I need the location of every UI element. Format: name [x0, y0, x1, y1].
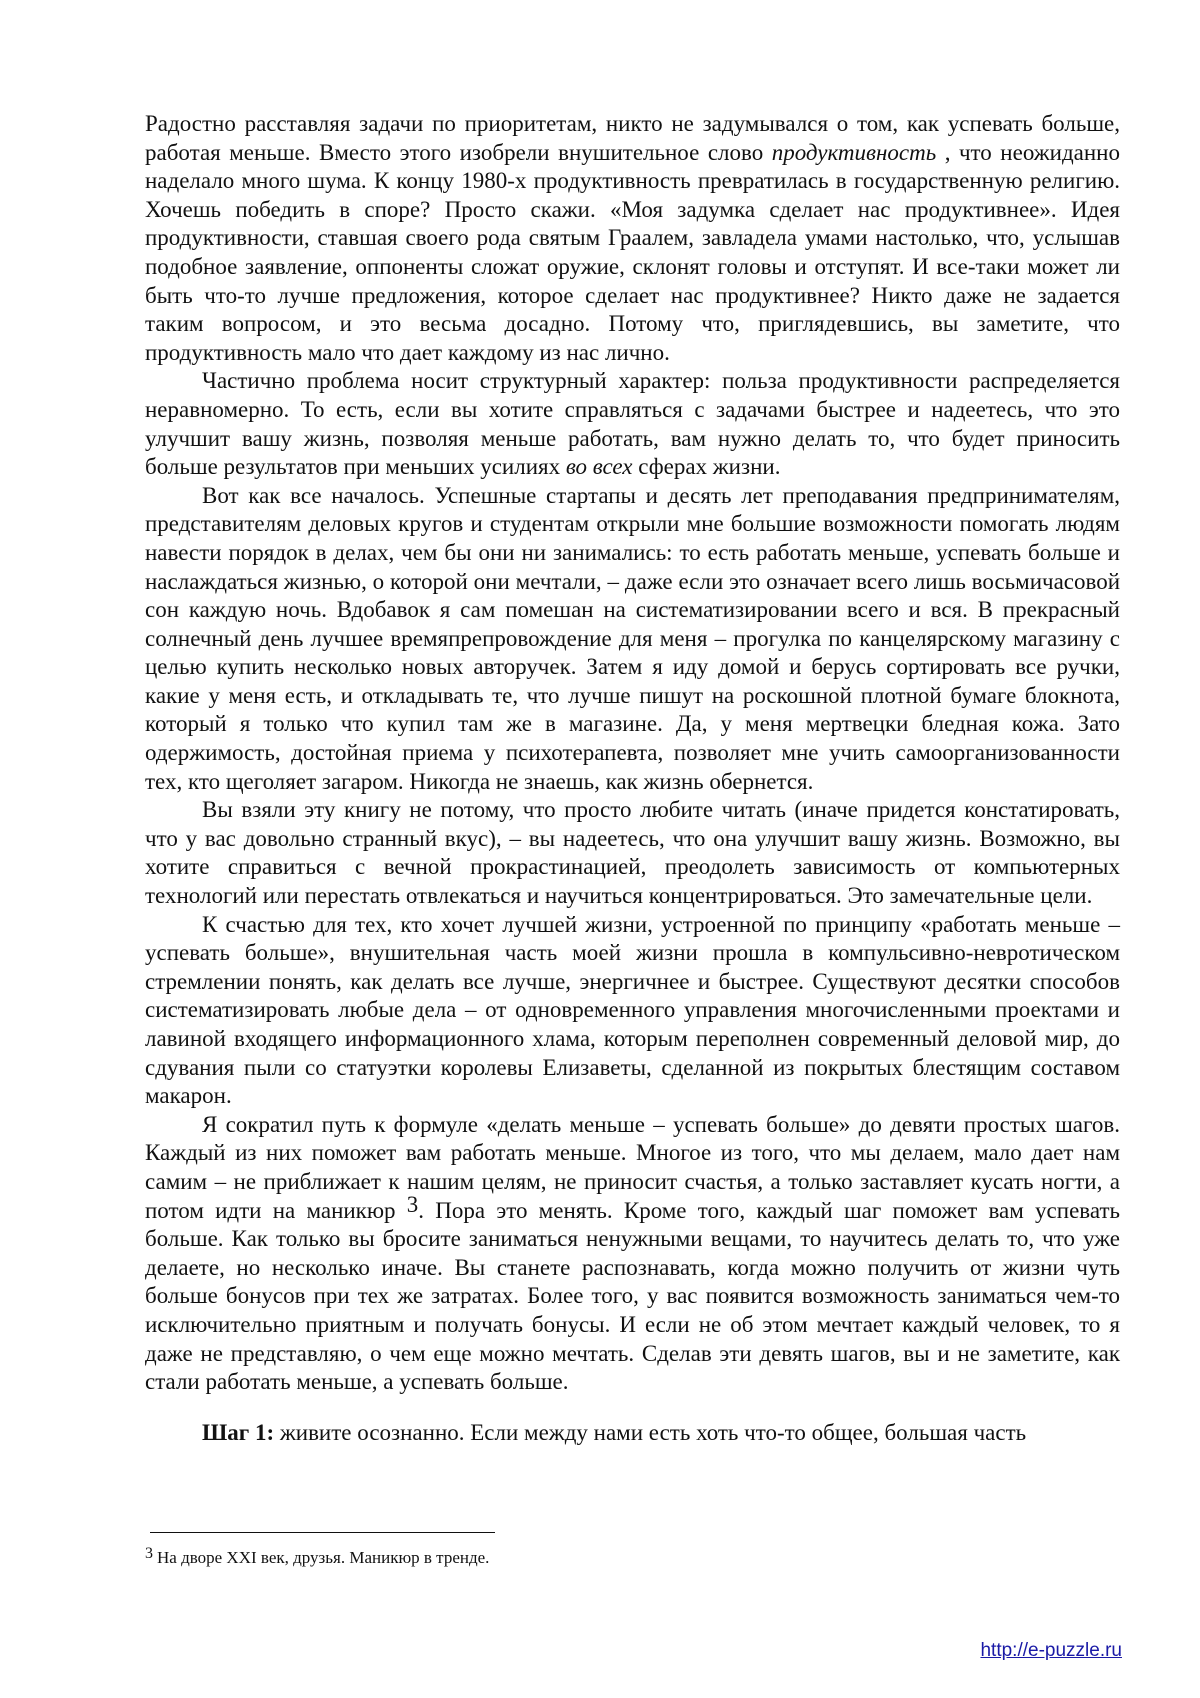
site-link[interactable]: http://e-puzzle.ru	[980, 1640, 1122, 1661]
paragraph-1	[145, 110, 1120, 367]
footnote-number: 3	[145, 1545, 153, 1562]
emphasis-all: во всех	[565, 454, 633, 480]
paragraph-4: Вы взяли эту книгу не потому, что просто любите читать (иначе придется констатировать, что у вас довольно странный вкус), – вы надеетесь, что она улучшит вашу жизнь. Возможно, вы хотите справиться с вечной прокрастинацией, преодолеть зависимость от компьютерных технологий или перестать отвлекаться и научиться концентрироваться. Это замечательные цели.	[145, 797, 1120, 909]
footnote-text: На дворе XXI век, друзья. Маникюр в тренде.	[157, 1548, 490, 1567]
step-1-paragraph	[145, 1419, 1120, 1448]
paragraph-6	[145, 1111, 1120, 1397]
paragraph-6-end: . Пора это менять. Кроме того, каждый шаг поможет вам успевать больше. Как только вы бросите заниматься ненужными вещами, то научитесь делать то, что уже делаете, но несколько иначе. Вы станете распознавать, когда можно получить от жизни чуть больше бонусов при тех же затратах. Более того, у вас появится возможность заниматься чем-то исключительно приятным и получать бонусы. И если не об этом мечтает каждый человек, то я даже не представляю, о чем еще можно мечтать. Сделав эти девять шагов, вы и не заметите, как стали работать меньше, а успевать больше.	[145, 1197, 1120, 1395]
paragraph-5: К счастью для тех, кто хочет лучшей жизни, устроенной по принципу «работать меньше – успевать больше», внушительная часть моей жизни прошла в компульсивно-невротическом стремлении понять, как делать все лучше, энергичнее и быстрее. Существуют десятки способов систематизировать любые дела – от одновременного управления многочисленными проектами и лавиной входящего информационного хлама, которым переполнен современный деловой мир, до сдувания пыли со статуэтки королевы Елизаветы, сделанной из покрытых блестящим составом макарон.	[145, 911, 1120, 1109]
paragraph-6-start: Я сократил путь к формуле «делать меньше – успевать больше» до девяти простых шагов. Каждый из них поможет вам работать меньше. Многое из того, что мы делаем, мало дает нам самим – не приближает к нашим целям, не приносит счастья, а только заставляет кусать ногти, а потом идти на маникюр	[145, 1111, 1120, 1223]
paragraph-2	[145, 367, 1120, 481]
body-text	[145, 110, 1120, 1447]
step-1-text: живите осознанно. Если между нами есть хоть что-то общее, большая часть	[274, 1419, 1027, 1445]
paragraph-2-start: Частично проблема носит структурный характер: польза продуктивности распределяется неравномерно. То есть, если вы хотите справляться с задачами быстрее и надеетесь, что это улучшит вашу жизнь, позволяя меньше работать, вам нужно делать то, что будет приносить больше результатов при меньших усилиях	[145, 368, 1120, 480]
step-1-label: Шаг 1:	[202, 1419, 275, 1445]
footnote	[145, 1547, 1045, 1569]
footnote-reference[interactable]: 3	[406, 1191, 419, 1217]
footnote-divider	[150, 1532, 495, 1533]
paragraph-1-start: Радостно расставляя задачи по приоритетам, никто не задумывался о том, как успевать больше, работая меньше. Вместо этого изобрели внушительное слово	[145, 111, 1120, 165]
paragraph-2-end: сферах жизни.	[632, 454, 781, 480]
paragraph-1-end: , что неожиданно наделало много шума. К концу 1980-х продуктивность превратилась в государственную религию. Хочешь победить в споре? Просто скажи. «Моя задумка сделает нас продуктивнее». Идея продуктивности, ставшая своего рода святым Граалем, завладела умами настолько, что, услышав подобное заявление, оппоненты сложат оружие, склонят головы и отступят. И все-таки может ли быть что-то лучше предложения, которое сделает нас продуктивнее? Никто даже не задается таким вопросом, и это весьма досадно. Потому что, приглядевшись, вы заметите, что продуктивность мало что дает каждому из нас лично.	[145, 139, 1120, 365]
paragraph-3: Вот как все началось. Успешные стартапы и десять лет преподавания предпринимателям, представителям деловых кругов и студентам открыли мне большие возможности помогать людям навести порядок в делах, чем бы они ни занимались: то есть работать меньше, успевать больше и наслаждаться жизнью, о которой они мечтали, – даже если это означает всего лишь восьмичасовой сон каждую ночь. Вдобавок я сам помешан на систематизировании всего и вся. В прекрасный солнечный день лучшее времяпрепровождение для меня – прогулка по канцелярскому магазину с целью купить несколько новых авторучек. Затем я иду домой и берусь сортировать все ручки, какие у меня есть, и откладывать те, что лучше пишут на роскошной плотной бумаге блокнота, который я только что купил там же в магазине. Да, у меня мертвецки бледная кожа. Зато одержимость, достойная приема у психотерапевта, позволяет мне учить самоорганизованности тех, кто щеголяет загаром. Никогда не знаешь, как жизнь обернется.	[145, 482, 1120, 794]
emphasis-productivity: продуктивность	[771, 139, 937, 165]
